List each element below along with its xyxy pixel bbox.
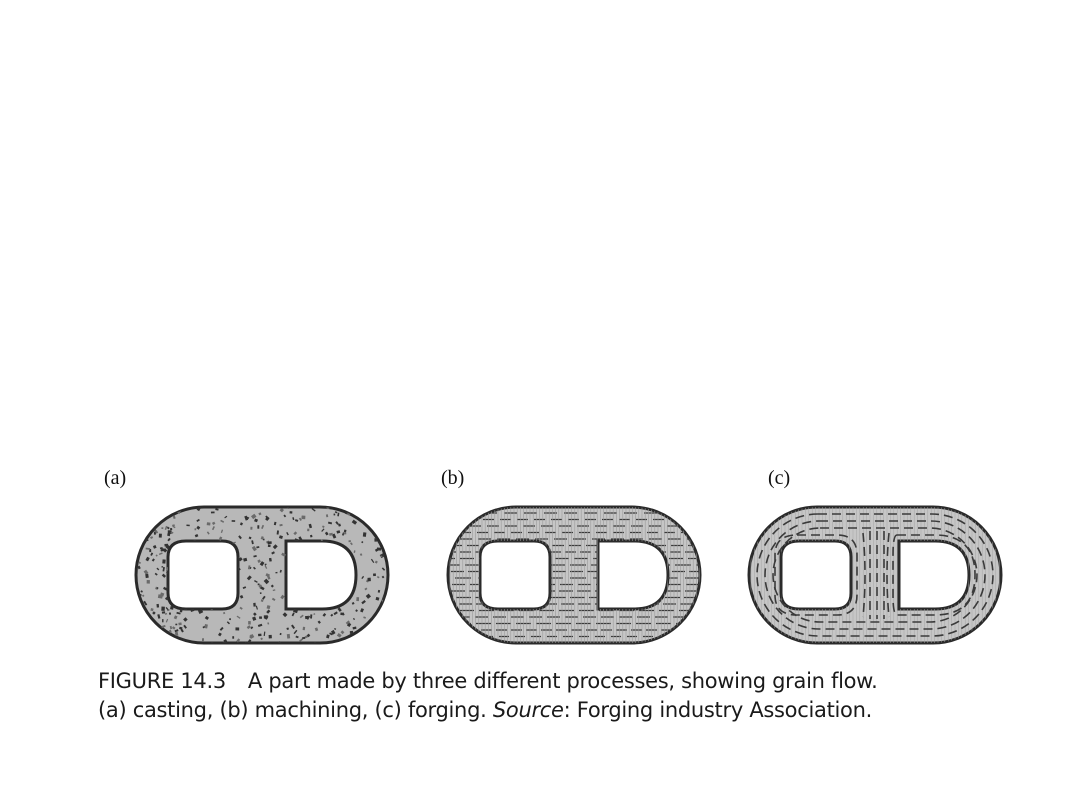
- grain-speck: [384, 506, 388, 509]
- grain-speck: [335, 573, 340, 576]
- grain-speck: [147, 580, 150, 584]
- grain-speck: [136, 629, 138, 632]
- grain-speck: [208, 592, 211, 595]
- grain-speck: [198, 586, 202, 590]
- grain-speck: [171, 505, 176, 508]
- grain-speck: [316, 547, 319, 550]
- grain-speck: [192, 555, 196, 558]
- grain-speck: [161, 607, 165, 611]
- grain-speck: [333, 602, 337, 605]
- grain-speck: [211, 512, 215, 514]
- grain-speck: [335, 581, 338, 586]
- caption-line-2: [98, 696, 998, 725]
- grain-speck: [202, 638, 204, 642]
- grain-speck: [153, 514, 156, 517]
- grain-speck: [313, 568, 317, 572]
- grain-speck: [340, 553, 343, 556]
- grain-speck: [294, 604, 297, 607]
- grain-speck: [269, 635, 272, 639]
- grain-speck: [307, 604, 309, 606]
- grain-speck: [162, 611, 165, 613]
- grain-speck: [373, 628, 376, 632]
- grain-speck: [138, 531, 141, 535]
- grain-speck: [134, 625, 136, 630]
- grain-speck: [216, 551, 220, 556]
- grain-speck: [383, 530, 385, 531]
- figure-caption: [98, 667, 998, 725]
- panel-label-a: (a): [104, 467, 127, 489]
- grain-speck: [156, 515, 158, 519]
- grain-speck: [231, 596, 236, 601]
- grain-speck: [134, 588, 136, 592]
- grain-speck: [138, 615, 141, 619]
- grain-speck: [250, 527, 252, 530]
- grain-speck: [329, 554, 332, 557]
- grain-speck: [328, 590, 331, 594]
- grain-speck: [358, 638, 362, 641]
- grain-speck: [322, 601, 326, 603]
- grain-speck: [302, 516, 306, 520]
- grain-speck: [206, 544, 209, 547]
- grain-speck: [376, 620, 379, 623]
- grain-speck: [367, 639, 370, 643]
- grain-speck: [172, 562, 175, 566]
- grain-speck: [317, 549, 320, 551]
- grain-speck: [334, 514, 336, 516]
- grain-speck: [188, 575, 192, 578]
- grain-speck: [193, 562, 197, 565]
- grain-speck: [232, 636, 234, 639]
- grain-speck: [229, 618, 231, 620]
- grain-speck: [381, 625, 384, 629]
- grain-speck: [368, 511, 372, 515]
- grain-speck: [210, 603, 213, 606]
- machined-part-body: [448, 507, 700, 643]
- grain-speck: [134, 608, 136, 612]
- grain-speck: [143, 532, 145, 536]
- grain-speck: [315, 562, 318, 565]
- grain-speck: [268, 544, 271, 547]
- grain-speck: [177, 577, 179, 578]
- grain-speck: [190, 584, 195, 589]
- grain-speck: [134, 553, 136, 555]
- grain-speck: [322, 574, 327, 578]
- grain-speck: [363, 532, 367, 537]
- grain-speck: [345, 592, 349, 596]
- grain-speck: [303, 627, 306, 631]
- grain-speck: [147, 633, 151, 637]
- caption-processes: (a) casting, (b) machining, (c) forging.: [98, 698, 493, 722]
- grain-speck: [326, 553, 330, 557]
- grain-speck: [291, 570, 295, 573]
- grain-speck: [387, 509, 390, 513]
- grain-speck: [168, 505, 172, 507]
- grain-speck: [335, 551, 338, 553]
- grain-speck: [331, 552, 335, 556]
- grain-speck: [233, 587, 235, 589]
- grain-speck: [195, 528, 197, 530]
- grain-speck: [179, 569, 183, 572]
- grain-speck: [374, 538, 377, 541]
- grain-speck: [162, 559, 165, 563]
- grain-speck: [175, 624, 177, 626]
- grain-speck: [174, 590, 176, 593]
- grain-speck: [373, 641, 376, 643]
- grain-speck: [290, 511, 293, 513]
- caption-source-label: Source: [492, 698, 564, 722]
- grain-speck: [259, 616, 262, 618]
- grain-speck: [164, 544, 168, 547]
- grain-speck: [235, 627, 239, 630]
- grain-speck: [315, 564, 318, 567]
- grain-speck: [168, 507, 172, 510]
- grain-speck: [164, 512, 167, 515]
- grain-speck: [156, 640, 160, 645]
- grain-speck: [385, 604, 388, 608]
- grain-speck: [348, 507, 352, 511]
- grain-speck: [158, 633, 162, 637]
- grain-speck: [139, 621, 142, 625]
- grain-speck: [310, 614, 312, 618]
- grain-speck: [386, 636, 390, 640]
- grain-speck: [327, 574, 330, 577]
- grain-speck: [167, 533, 170, 536]
- grain-speck: [185, 557, 189, 560]
- grain-speck: [171, 590, 176, 595]
- grain-speck: [159, 534, 162, 538]
- grain-speck: [339, 558, 343, 562]
- grain-speck: [381, 527, 385, 530]
- grain-speck: [339, 572, 342, 576]
- caption-title: A part made by three different processes, showing grain flow.: [247, 669, 878, 693]
- grain-speck: [220, 595, 224, 599]
- grain-speck: [337, 582, 342, 585]
- grain-speck: [232, 520, 236, 522]
- grain-speck: [142, 510, 147, 515]
- grain-speck: [313, 592, 318, 597]
- grain-speck: [165, 507, 170, 512]
- grain-speck: [310, 586, 314, 590]
- grain-speck: [288, 553, 292, 558]
- grain-speck: [309, 588, 312, 592]
- grain-speck: [195, 587, 198, 592]
- grain-speck: [260, 592, 262, 594]
- grain-speck: [174, 585, 177, 588]
- grain-speck: [348, 639, 352, 642]
- grain-speck: [174, 565, 176, 568]
- grain-speck: [307, 529, 309, 532]
- grain-speck: [150, 626, 154, 630]
- grain-speck: [294, 594, 297, 598]
- caption-line-1: [98, 667, 998, 696]
- grain-speck: [349, 540, 351, 542]
- grain-speck: [263, 539, 265, 541]
- grain-speck: [367, 578, 370, 582]
- grain-speck: [348, 571, 352, 575]
- forged-part-diagram: [747, 505, 1003, 645]
- grain-speck: [257, 525, 259, 528]
- grain-speck: [186, 525, 189, 527]
- machined-part-diagram: [446, 505, 702, 645]
- grain-speck: [170, 606, 174, 610]
- grain-speck: [142, 508, 145, 511]
- grain-speck: [341, 642, 345, 644]
- grain-speck: [134, 640, 135, 642]
- grain-speck: [138, 529, 142, 533]
- grain-speck: [345, 591, 348, 593]
- grain-speck: [313, 575, 315, 577]
- grain-speck: [373, 573, 376, 576]
- grain-speck: [258, 634, 261, 637]
- grain-speck: [170, 505, 175, 509]
- grain-speck: [305, 556, 310, 561]
- grain-speck: [195, 563, 196, 566]
- grain-speck: [319, 571, 322, 574]
- panel-label-c: (c): [768, 467, 791, 489]
- grain-speck: [173, 572, 177, 577]
- grain-speck: [287, 634, 290, 639]
- grain-speck: [248, 621, 251, 624]
- grain-speck: [144, 514, 148, 519]
- grain-speck: [145, 510, 149, 514]
- grain-speck: [202, 554, 204, 557]
- grain-speck: [183, 562, 188, 567]
- grain-speck: [381, 630, 384, 633]
- grain-speck: [161, 527, 163, 529]
- grain-speck: [212, 571, 214, 573]
- grain-speck: [296, 590, 300, 594]
- grain-speck: [315, 593, 318, 596]
- grain-speck: [162, 619, 163, 622]
- grain-speck: [333, 593, 337, 597]
- grain-speck: [151, 630, 154, 632]
- grain-speck: [170, 528, 172, 530]
- grain-speck: [324, 595, 327, 598]
- grain-speck: [306, 592, 309, 595]
- figure-number: FIGURE 14.3: [98, 669, 226, 693]
- grain-speck: [344, 532, 347, 534]
- grain-speck: [147, 629, 149, 633]
- grain-speck: [356, 597, 359, 601]
- grain-speck: [153, 520, 155, 522]
- grain-speck: [145, 574, 149, 578]
- grain-speck: [153, 508, 157, 512]
- grain-speck: [302, 637, 305, 639]
- grain-speck: [139, 535, 143, 539]
- grain-speck: [288, 557, 290, 559]
- grain-speck: [206, 543, 211, 548]
- grain-speck: [136, 603, 141, 608]
- grain-speck: [156, 604, 159, 608]
- grain-speck: [350, 631, 353, 634]
- grain-speck: [384, 610, 387, 614]
- grain-speck: [182, 548, 185, 551]
- grain-speck: [346, 572, 349, 575]
- grain-speck: [199, 565, 204, 570]
- grain-speck: [331, 602, 334, 604]
- grain-speck: [296, 549, 300, 553]
- grain-speck: [230, 601, 233, 604]
- grain-speck: [203, 565, 205, 567]
- grain-speck: [136, 515, 140, 519]
- cast-part-diagram: [134, 505, 390, 645]
- grain-speck: [345, 563, 349, 567]
- grain-speck: [207, 522, 211, 525]
- grain-speck: [383, 519, 386, 523]
- grain-speck: [139, 607, 142, 610]
- grain-speck: [294, 557, 298, 561]
- grain-speck: [193, 546, 197, 548]
- panel-label-b: (b): [441, 467, 465, 489]
- grain-speck: [152, 635, 156, 639]
- grain-speck: [382, 517, 386, 520]
- grain-speck: [302, 576, 306, 579]
- grain-speck: [253, 603, 256, 607]
- grain-speck: [180, 585, 183, 589]
- grain-speck: [141, 635, 144, 639]
- grain-speck: [310, 583, 313, 587]
- grain-speck: [179, 505, 181, 508]
- grain-speck: [191, 584, 193, 587]
- grain-speck: [160, 514, 164, 517]
- grain-speck: [389, 536, 390, 539]
- grain-speck: [180, 595, 183, 598]
- grain-speck: [182, 558, 187, 562]
- grain-speck: [169, 612, 171, 614]
- grain-speck: [275, 572, 277, 573]
- grain-speck: [377, 548, 381, 551]
- grain-speck: [227, 575, 230, 577]
- grain-speck: [157, 505, 161, 508]
- grain-speck: [322, 584, 327, 589]
- grain-speck: [288, 592, 291, 595]
- grain-speck: [380, 517, 382, 520]
- grain-speck: [380, 617, 383, 622]
- grain-speck: [343, 593, 346, 596]
- grain-speck: [135, 615, 137, 617]
- grain-speck: [224, 562, 229, 567]
- grain-speck: [155, 631, 160, 636]
- grain-speck: [364, 520, 367, 522]
- caption-source-text: : Forging industry Association.: [563, 698, 872, 722]
- grain-speck: [304, 544, 308, 548]
- grain-speck: [186, 604, 188, 606]
- grain-speck: [381, 611, 386, 614]
- grain-speck: [267, 541, 271, 544]
